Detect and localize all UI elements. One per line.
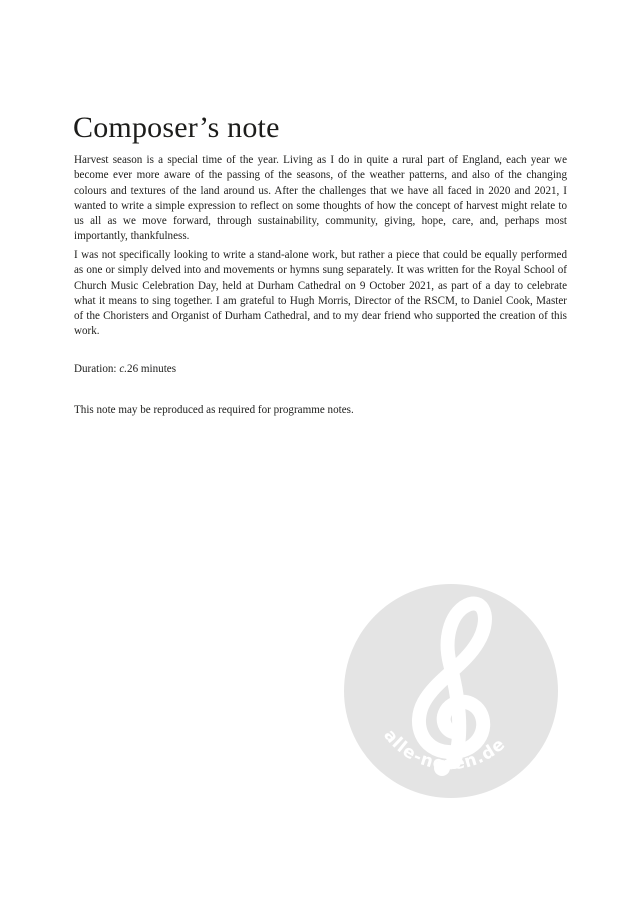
page-title: Composer’s note: [73, 111, 280, 144]
note-paragraph-1: Harvest season is a special time of the year. Living as I do in quite a rural part of England, each year we become ever more aware of the passing of the seasons, of the weather patterns, and also of the changing colours and textures of the land around us. After the challenges that we have all faced in 2020 and 2021, I wanted to write a simple expression to reflect on some thoughts of how the concept of harvest might relate to us all as we move forward, through sustainability, community, giving, hope, care, and, perhaps most importantly, thankfulness.: [74, 154, 567, 243]
duration-label: Duration:: [74, 363, 117, 375]
duration-line: [74, 362, 176, 377]
treble-clef-icon: [344, 584, 558, 798]
watermark-logo: [344, 584, 558, 798]
watermark-text-path: alle-noten.de: [379, 725, 510, 775]
duration-approx: c.: [119, 363, 128, 375]
reproduction-note: This note may be reproduced as required for programme notes.: [74, 404, 354, 416]
duration-value: 26 minutes: [127, 363, 177, 375]
note-paragraph-2: I was not specifically looking to write a stand-alone work, but rather a piece that could be equally performed as one or simply delved into and movements or hymns sung separately. It was written for the Royal School of Church Music Celebration Day, held at Durham Cathedral on 9 October 2021, as part of a day to celebrate what it means to sing together. I am grateful to Hugh Morris, Director of the RSCM, to Daniel Cook, Master of the Choristers and Organist of Durham Cathedral, and to my dear friend who supported the creation of this work.: [74, 249, 567, 338]
